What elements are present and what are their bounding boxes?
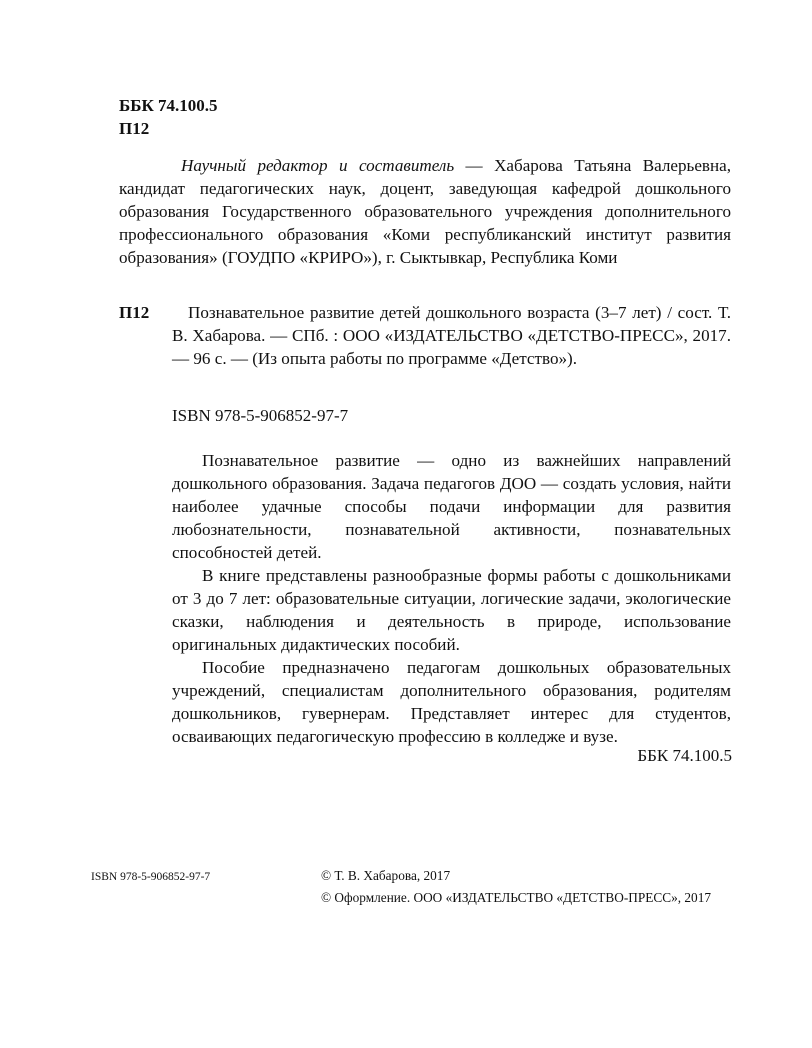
annotation-bbk: ББК 74.100.5 — [637, 746, 732, 765]
author-mark: П12 — [119, 119, 150, 138]
editor-note — [119, 154, 731, 269]
bib-entry-text: Познавательное развитие детей дошкольного возраста (3–7 лет) / сост. Т. В. Хабарова. — СПб. : ООО «ИЗДАТЕЛЬСТВО «ДЕТСТВО-ПРЕСС», 2017. — 96 с. — (Из опыта работы по программе «Детство»). — [172, 303, 731, 368]
copyright-author: © Т. В. Хабарова, 2017 — [321, 868, 451, 883]
annotation-paragraph: Познавательное развитие — одно из важнейших направлений дошкольного образования. Задача педагогов ДОО — создать условия, найти наиболее удачные способы подачи информации для развития любознательности, познавательной активности, познавательных способностей детей. — [172, 451, 731, 562]
footer-isbn: ISBN 978-5-906852-97-7 — [91, 871, 211, 883]
editor-details: — Хабарова Татьяна Валерьевна, кандидат педагогических наук, доцент, заведующая кафедрой дошкольного образования Государственного образовательного учреждения дополнительного профессионального образования «Коми республиканский институт развития образования» (ГОУДПО «КРИРО»), г. Сыктывкар, Республика Коми — [119, 156, 732, 267]
isbn-number: ISBN 978-5-906852-97-7 — [172, 406, 349, 425]
bbk-code: ББК 74.100.5 — [119, 96, 218, 115]
annotation-paragraph: Пособие предназначено педагогам дошкольных образовательных учреждений, специалистам дополнительного образования, родителям дошкольников, гувернерам. Представляет интерес для студентов, осваивающих педагогическую профессию в колледже и вузе. — [172, 658, 731, 746]
annotation-paragraph: В книге представлены разнообразные формы работы с дошкольниками от 3 до 7 лет: образовательные ситуации, логические задачи, экологические сказки, наблюдения и деятельность в природе, использование оригинальных дидактических пособий. — [172, 566, 731, 654]
annotation — [172, 449, 731, 748]
classification-block — [119, 94, 218, 140]
editor-role: Научный редактор и составитель — [181, 156, 455, 175]
copyright-design: © Оформление. ООО «ИЗДАТЕЛЬСТВО «ДЕТСТВО-ПРЕСС», 2017 — [321, 890, 711, 905]
bib-entry-mark: П12 — [119, 303, 150, 322]
